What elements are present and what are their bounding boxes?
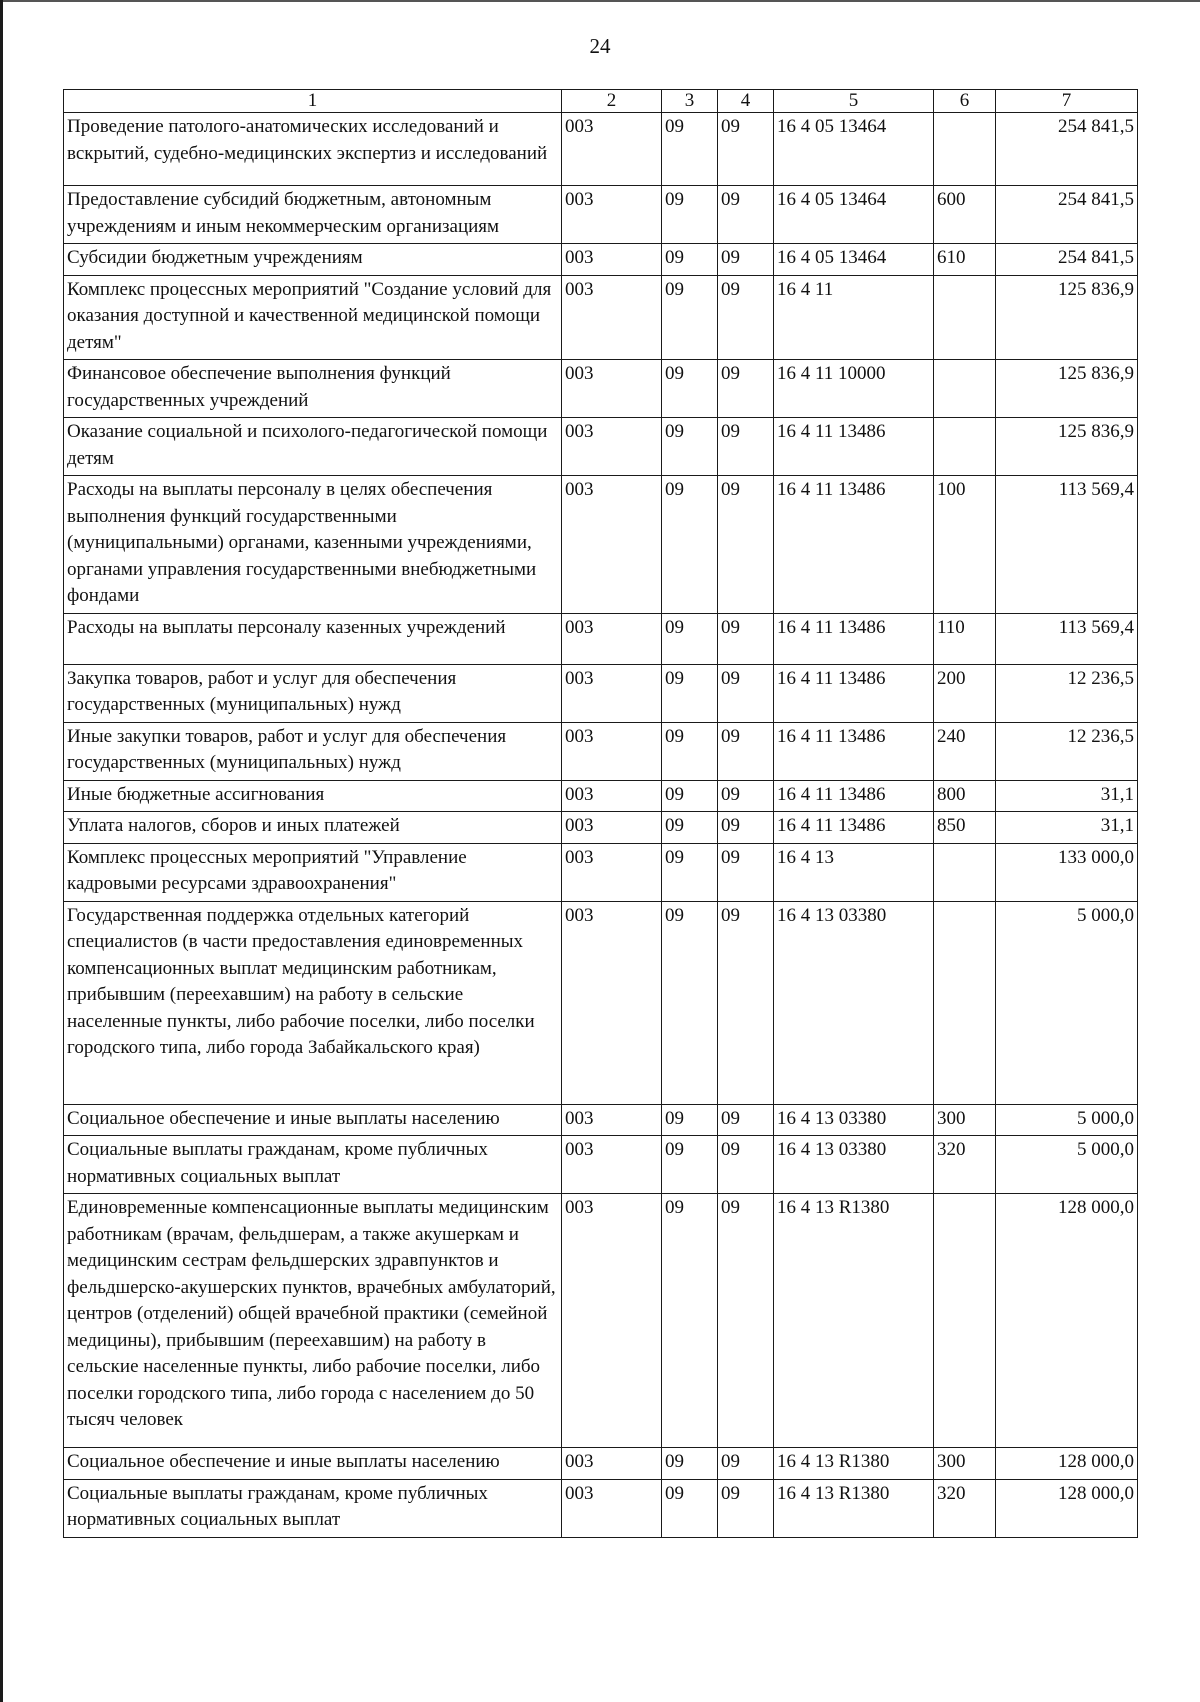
table-row: [64, 722, 1138, 780]
header-col-7: 7: [996, 90, 1138, 113]
row-amount: 113 569,4: [996, 613, 1138, 664]
row-ministry-code: 003: [562, 113, 662, 186]
row-expense-type: [934, 843, 996, 901]
row-subsection: 09: [718, 186, 774, 244]
row-ministry-code: 003: [562, 1448, 662, 1480]
row-name: Проведение патолого-анатомических исследований и вскрытий, судебно-медицинских экспертиз и исследований: [64, 113, 562, 186]
row-amount: 5 000,0: [996, 1104, 1138, 1136]
row-subsection: 09: [718, 664, 774, 722]
row-expense-type: [934, 901, 996, 1104]
row-section: 09: [662, 843, 718, 901]
row-target-article: 16 4 11 10000: [774, 360, 934, 418]
row-section: 09: [662, 1104, 718, 1136]
row-name: Иные бюджетные ассигнования: [64, 780, 562, 812]
row-section: 09: [662, 113, 718, 186]
table-row: [64, 418, 1138, 476]
row-subsection: 09: [718, 1194, 774, 1448]
row-name: Закупка товаров, работ и услуг для обеспечения государственных (муниципальных) нужд: [64, 664, 562, 722]
row-ministry-code: 003: [562, 1136, 662, 1194]
budget-table: [63, 89, 1138, 1538]
table-row: [64, 1136, 1138, 1194]
row-subsection: 09: [718, 244, 774, 276]
row-name: Социальные выплаты гражданам, кроме публичных нормативных социальных выплат: [64, 1136, 562, 1194]
table-row: [64, 901, 1138, 1104]
row-section: 09: [662, 476, 718, 614]
table-row: [64, 613, 1138, 664]
row-name: Финансовое обеспечение выполнения функций государственных учреждений: [64, 360, 562, 418]
header-col-6: 6: [934, 90, 996, 113]
row-subsection: 09: [718, 901, 774, 1104]
row-expense-type: [934, 360, 996, 418]
row-ministry-code: 003: [562, 780, 662, 812]
table-row: [64, 664, 1138, 722]
row-amount: 5 000,0: [996, 901, 1138, 1104]
table-header-row: [64, 90, 1138, 113]
page-number: 24: [589, 34, 611, 58]
row-ministry-code: 003: [562, 418, 662, 476]
row-target-article: 16 4 11 13486: [774, 664, 934, 722]
row-name: Комплекс процессных мероприятий "Управление кадровыми ресурсами здравоохранения": [64, 843, 562, 901]
row-name: Комплекс процессных мероприятий "Создание условий для оказания доступной и качественной медицинской помощи детям": [64, 275, 562, 360]
row-subsection: 09: [718, 812, 774, 844]
row-name: Единовременные компенсационные выплаты медицинским работникам (врачам, фельдшерам, а также акушеркам и медицинским сестрам фельдшерских здравпунктов и фельдшерско-акушерских пунктов, врачебных амбулаторий, центров (отделений) общей врачебной практики (семейной медицины), прибывшим (переехавшим) на работу в сельские населенные пункты, либо рабочие поселки, либо поселки городского типа, либо города с населением до 50 тысяч человек: [64, 1194, 562, 1448]
row-amount: 133 000,0: [996, 843, 1138, 901]
row-amount: 12 236,5: [996, 664, 1138, 722]
row-amount: 254 841,5: [996, 186, 1138, 244]
table-row: [64, 780, 1138, 812]
row-amount: 128 000,0: [996, 1194, 1138, 1448]
row-name: Социальное обеспечение и иные выплаты населению: [64, 1104, 562, 1136]
row-ministry-code: 003: [562, 1194, 662, 1448]
row-ministry-code: 003: [562, 186, 662, 244]
row-name: Иные закупки товаров, работ и услуг для обеспечения государственных (муниципальных) нужд: [64, 722, 562, 780]
row-expense-type: 300: [934, 1104, 996, 1136]
row-subsection: 09: [718, 1104, 774, 1136]
table-row: [64, 360, 1138, 418]
row-ministry-code: 003: [562, 812, 662, 844]
row-target-article: 16 4 13: [774, 843, 934, 901]
table-row: [64, 476, 1138, 614]
row-amount: 254 841,5: [996, 113, 1138, 186]
row-target-article: 16 4 13 R1380: [774, 1448, 934, 1480]
table-row: [64, 113, 1138, 186]
row-target-article: 16 4 11 13486: [774, 418, 934, 476]
row-target-article: 16 4 13 03380: [774, 1136, 934, 1194]
row-subsection: 09: [718, 1136, 774, 1194]
row-subsection: 09: [718, 275, 774, 360]
row-section: 09: [662, 186, 718, 244]
row-expense-type: [934, 418, 996, 476]
row-target-article: 16 4 11 13486: [774, 812, 934, 844]
row-subsection: 09: [718, 418, 774, 476]
table-row: [64, 1104, 1138, 1136]
row-expense-type: 110: [934, 613, 996, 664]
row-ministry-code: 003: [562, 901, 662, 1104]
row-expense-type: 600: [934, 186, 996, 244]
row-subsection: 09: [718, 843, 774, 901]
row-section: 09: [662, 613, 718, 664]
row-section: 09: [662, 244, 718, 276]
row-ministry-code: 003: [562, 613, 662, 664]
row-target-article: 16 4 05 13464: [774, 244, 934, 276]
row-section: 09: [662, 664, 718, 722]
row-section: 09: [662, 1194, 718, 1448]
row-expense-type: 100: [934, 476, 996, 614]
table-row: [64, 1194, 1138, 1448]
row-expense-type: 320: [934, 1136, 996, 1194]
row-subsection: 09: [718, 360, 774, 418]
row-section: 09: [662, 780, 718, 812]
header-col-4: 4: [718, 90, 774, 113]
row-name: Предоставление субсидий бюджетным, автономным учреждениям и иным некоммерческим организациям: [64, 186, 562, 244]
row-target-article: 16 4 05 13464: [774, 186, 934, 244]
row-target-article: 16 4 11 13486: [774, 780, 934, 812]
row-amount: 128 000,0: [996, 1448, 1138, 1480]
row-expense-type: 320: [934, 1479, 996, 1537]
row-section: 09: [662, 418, 718, 476]
row-amount: 254 841,5: [996, 244, 1138, 276]
row-name: Социальное обеспечение и иные выплаты населению: [64, 1448, 562, 1480]
row-amount: 128 000,0: [996, 1479, 1138, 1537]
row-target-article: 16 4 05 13464: [774, 113, 934, 186]
row-name: Социальные выплаты гражданам, кроме публичных нормативных социальных выплат: [64, 1479, 562, 1537]
row-section: 09: [662, 1479, 718, 1537]
row-subsection: 09: [718, 613, 774, 664]
row-subsection: 09: [718, 1448, 774, 1480]
row-ministry-code: 003: [562, 360, 662, 418]
row-expense-type: [934, 1194, 996, 1448]
row-expense-type: 300: [934, 1448, 996, 1480]
row-target-article: 16 4 11 13486: [774, 476, 934, 614]
row-expense-type: [934, 275, 996, 360]
row-target-article: 16 4 11 13486: [774, 613, 934, 664]
header-col-3: 3: [662, 90, 718, 113]
row-section: 09: [662, 1136, 718, 1194]
row-subsection: 09: [718, 1479, 774, 1537]
scan-left-border: [0, 0, 3, 1702]
header-col-5: 5: [774, 90, 934, 113]
table-row: [64, 186, 1138, 244]
row-section: 09: [662, 275, 718, 360]
row-amount: 12 236,5: [996, 722, 1138, 780]
row-amount: 125 836,9: [996, 275, 1138, 360]
row-amount: 5 000,0: [996, 1136, 1138, 1194]
row-ministry-code: 003: [562, 843, 662, 901]
table-row: [64, 275, 1138, 360]
row-expense-type: 800: [934, 780, 996, 812]
row-ministry-code: 003: [562, 275, 662, 360]
row-subsection: 09: [718, 476, 774, 614]
scan-top-border: [0, 0, 1200, 2]
row-ministry-code: 003: [562, 244, 662, 276]
header-col-2: 2: [562, 90, 662, 113]
row-target-article: 16 4 11: [774, 275, 934, 360]
table-row: [64, 1479, 1138, 1537]
row-name: Государственная поддержка отдельных категорий специалистов (в части предоставления единовременных компенсационных выплат медицинским работникам, прибывшим (переехавшим) на работу в сельские населенные пункты, либо рабочие поселки, либо поселки городского типа, либо города Забайкальского края): [64, 901, 562, 1104]
table-row: [64, 812, 1138, 844]
row-section: 09: [662, 812, 718, 844]
row-ministry-code: 003: [562, 476, 662, 614]
row-target-article: 16 4 11 13486: [774, 722, 934, 780]
row-expense-type: 200: [934, 664, 996, 722]
row-amount: 125 836,9: [996, 418, 1138, 476]
row-name: Уплата налогов, сборов и иных платежей: [64, 812, 562, 844]
row-target-article: 16 4 13 03380: [774, 901, 934, 1104]
row-expense-type: 850: [934, 812, 996, 844]
row-ministry-code: 003: [562, 722, 662, 780]
row-subsection: 09: [718, 113, 774, 186]
row-expense-type: 240: [934, 722, 996, 780]
row-name: Расходы на выплаты персоналу казенных учреждений: [64, 613, 562, 664]
row-target-article: 16 4 13 R1380: [774, 1479, 934, 1537]
table-row: [64, 244, 1138, 276]
row-amount: 31,1: [996, 780, 1138, 812]
row-amount: 125 836,9: [996, 360, 1138, 418]
row-ministry-code: 003: [562, 664, 662, 722]
row-section: 09: [662, 360, 718, 418]
table-row: [64, 843, 1138, 901]
row-expense-type: [934, 113, 996, 186]
row-name: Расходы на выплаты персоналу в целях обеспечения выполнения функций государственными (муниципальными) органами, казенными учреждениями, органами управления государственными внебюджетными фондами: [64, 476, 562, 614]
row-section: 09: [662, 901, 718, 1104]
row-amount: 113 569,4: [996, 476, 1138, 614]
table-row: [64, 1448, 1138, 1480]
row-expense-type: 610: [934, 244, 996, 276]
row-target-article: 16 4 13 R1380: [774, 1194, 934, 1448]
row-amount: 31,1: [996, 812, 1138, 844]
row-section: 09: [662, 1448, 718, 1480]
row-name: Оказание социальной и психолого-педагогической помощи детям: [64, 418, 562, 476]
row-ministry-code: 003: [562, 1104, 662, 1136]
row-subsection: 09: [718, 722, 774, 780]
row-target-article: 16 4 13 03380: [774, 1104, 934, 1136]
row-name: Субсидии бюджетным учреждениям: [64, 244, 562, 276]
row-ministry-code: 003: [562, 1479, 662, 1537]
row-subsection: 09: [718, 780, 774, 812]
row-section: 09: [662, 722, 718, 780]
header-col-1: 1: [64, 90, 562, 113]
